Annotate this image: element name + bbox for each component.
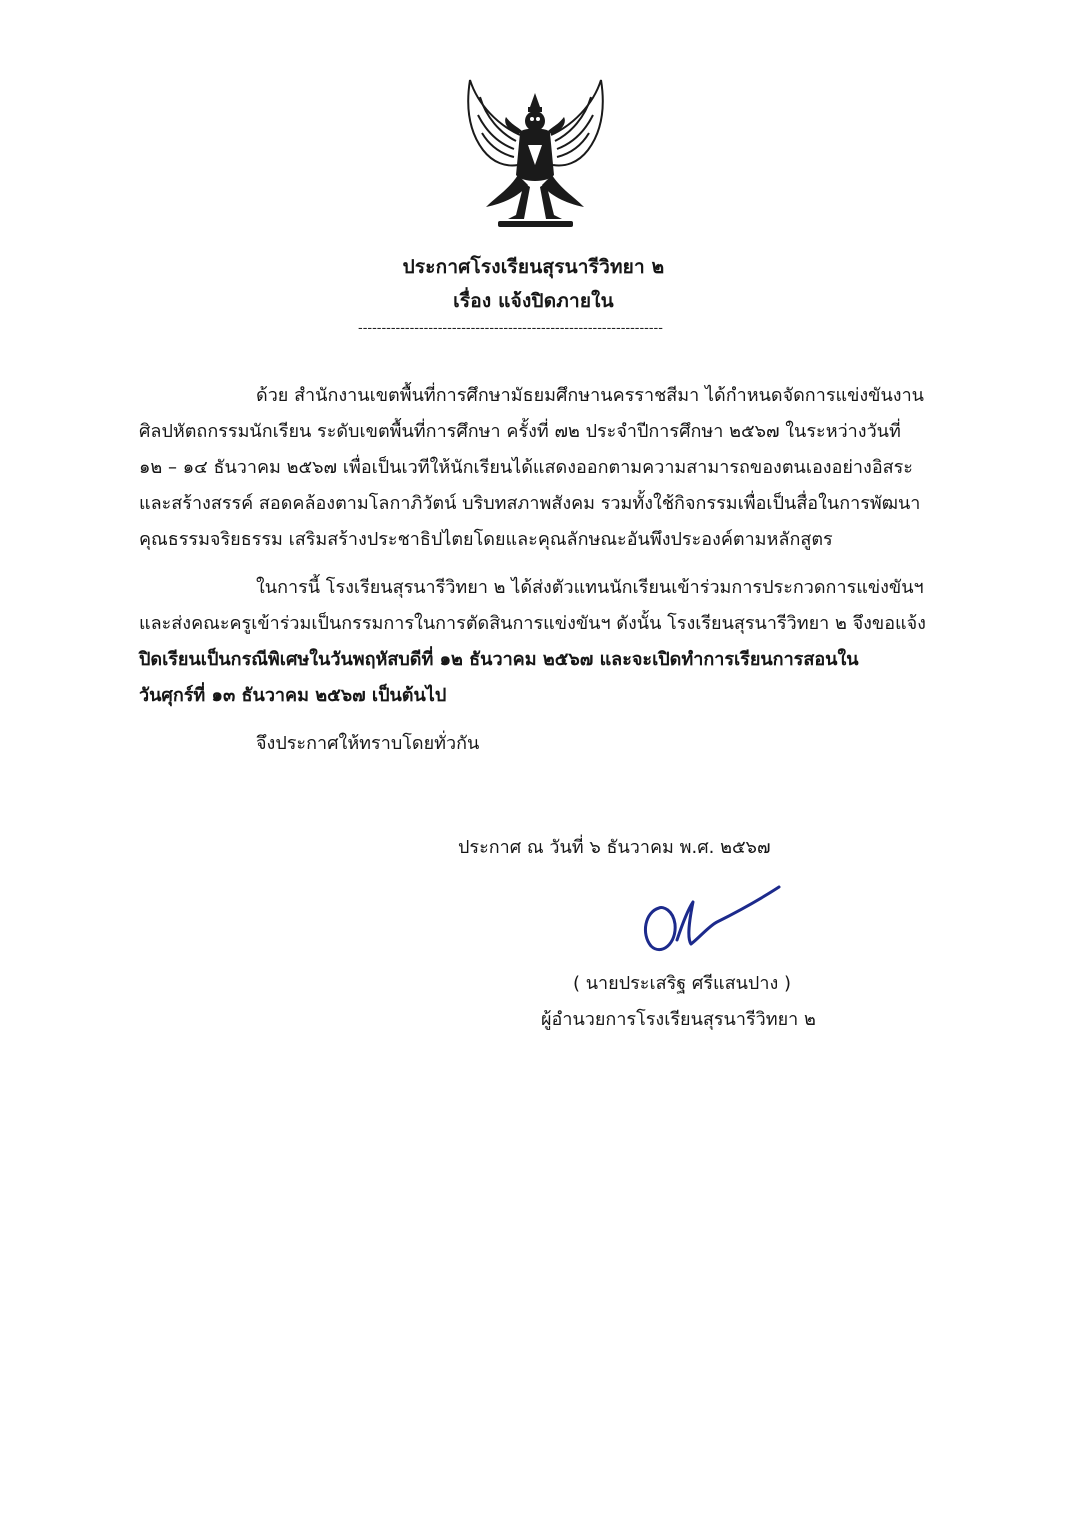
- paragraph-1-line-2: ศิลปหัตถกรรมนักเรียน ระดับเขตพื้นที่การศึกษา ครั้งที่ ๗๒ ประจำปีการศึกษา ๒๕๖๗ ในระหว่างวันที่: [139, 421, 901, 442]
- signer-position: ผู้อำนวยการโรงเรียนสุรนารีวิทยา ๒: [541, 1009, 816, 1030]
- paragraph-1-line-4: และสร้างสรรค์ สอดคล้องตามโลกาภิวัตน์ บริบทสภาพสังคม รวมทั้งใช้กิจกรรมเพื่อเป็นสื่อในการพัฒนา: [139, 493, 921, 514]
- handwritten-signature: [637, 882, 787, 962]
- title-divider: -----------------------------------------------------------------: [358, 322, 663, 336]
- announcement-date: ประกาศ ณ วันที่ ๖ ธันวาคม พ.ศ. ๒๕๖๗: [458, 837, 771, 858]
- announcement-subject: เรื่อง แจ้งปิดภายใน: [453, 290, 614, 312]
- announcement-title: ประกาศโรงเรียนสุรนารีวิทยา ๒: [402, 256, 665, 278]
- paragraph-2-line-3-bold: ปิดเรียนเป็นกรณีพิเศษในวันพฤหัสบดีที่ ๑๒ ธันวาคม ๒๕๖๗ และจะเปิดทำการเรียนการสอนใน: [139, 649, 859, 670]
- paragraph-1-line-1: ด้วย สำนักงานเขตพื้นที่การศึกษามัธยมศึกษานครราชสีมา ได้กำหนดจัดการแข่งขันงาน: [256, 385, 924, 406]
- closing-line: จึงประกาศให้ทราบโดยทั่วกัน: [256, 733, 480, 754]
- paragraph-1-line-3: ๑๒ – ๑๔ ธันวาคม ๒๕๖๗ เพื่อเป็นเวทีให้นักเรียนได้แสดงออกตามความสามารถของตนเองอย่างอิสระ: [139, 457, 913, 478]
- signer-name: ( นายประเสริฐ ศรีแสนปาง ): [573, 973, 791, 994]
- garuda-emblem-icon: [458, 75, 613, 235]
- paragraph-2-line-2: และส่งคณะครูเข้าร่วมเป็นกรรมการในการตัดสินการแข่งขันฯ ดังนั้น โรงเรียนสุรนารีวิทยา ๒ จึงขอแจ้ง: [139, 613, 926, 634]
- paragraph-2-line-4-bold: วันศุกร์ที่ ๑๓ ธันวาคม ๒๕๖๗ เป็นต้นไป: [139, 685, 447, 706]
- paragraph-2-line-1: ในการนี้ โรงเรียนสุรนารีวิทยา ๒ ได้ส่งตัวแทนนักเรียนเข้าร่วมการประกวดการแข่งขันฯ: [256, 577, 924, 598]
- paragraph-1-line-5: คุณธรรมจริยธรรม เสริมสร้างประชาธิปไตยโดยและคุณลักษณะอันพึงประองค์ตามหลักสูตร: [139, 529, 833, 550]
